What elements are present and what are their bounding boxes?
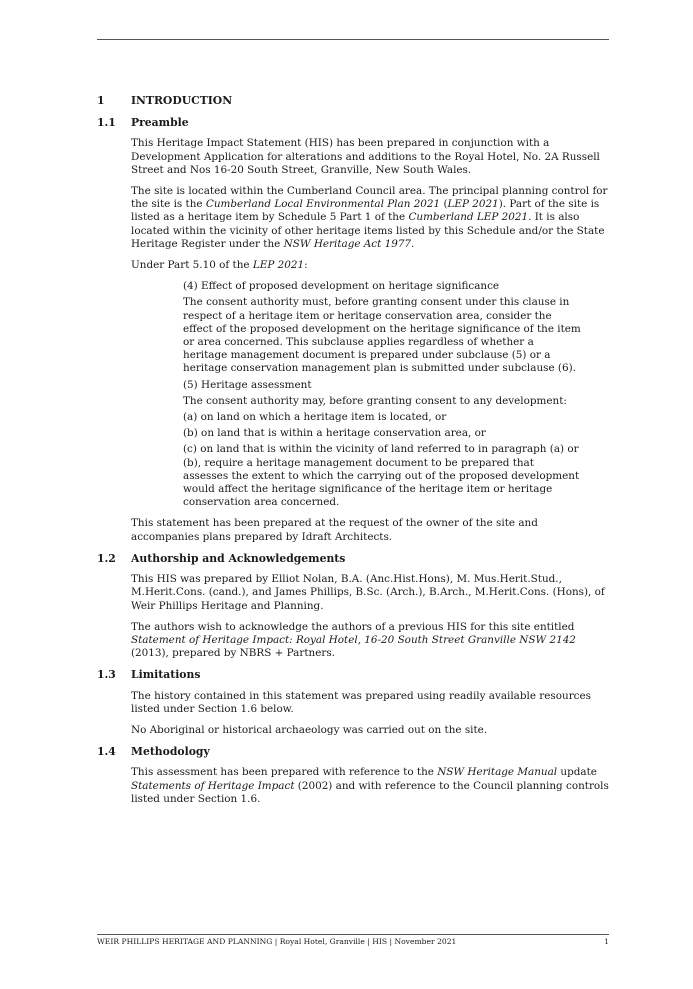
page-number: 1 [604,937,609,946]
section-body-1-3 [131,690,609,738]
section-number: 1.4 [97,745,116,759]
legislation-quote [183,280,581,509]
section-title: INTRODUCTION [131,94,233,107]
header-rule [97,39,609,40]
section-heading-1 [97,94,609,107]
paragraph: This assessment has been prepared with reference to the NSW Heritage Manual update Statements of Heritage Impact (2002) and with reference to the Council planning controls listed under Section 1.6. [131,766,609,805]
section-body-1-4 [131,766,609,806]
footer-rule [97,934,609,935]
section-heading-1-2 [97,552,609,565]
paragraph: No Aboriginal or historical archaeology was carried out on the site. [131,723,488,736]
section-title: Limitations [131,668,201,682]
section-body-1-2 [131,573,609,660]
quote-line: (c) on land that is within the vicinity of land referred to in paragraph (a) or (b), require a heritage management document to be prepared that assesses the extent to which the carrying out of the proposed development would affect the heritage significance of the heritage item or heritage conservation area concerned. [183,443,580,509]
quote-line: (5) Heritage assessment [183,378,312,391]
section-number: 1.3 [97,668,116,682]
quote-line: The consent authority must, before granting consent under this clause in respect of a heritage item or heritage conservation area, consider the effect of the proposed development on the heritage significance of the item or area concerned. This subclause applies regardless of whether a heritage management document is prepared under subclause (5) or a heritage conservation management plan is submitted under subclause (6). [183,296,581,375]
section-title: Authorship and Acknowledgements [131,551,346,565]
quote-line: The consent authority may, before granting consent to any development: [183,394,567,407]
paragraph: The history contained in this statement was prepared using readily available resources listed under Section 1.6 below. [131,689,591,715]
page-content [97,94,609,814]
section-heading-1-4 [97,745,609,758]
paragraph: This HIS was prepared by Elliot Nolan, B.A. (Anc.Hist.Hons), M. Mus.Herit.Stud., M.Herit.Cons. (cand.), and James Phillips, B.Sc. (Arch.), B.Arch., M.Herit.Cons. (Hons), of Weir Phillips Heritage and Planning. [131,573,605,612]
section-title: Preamble [131,116,189,130]
quote-line: (a) on land on which a heritage item is located, or [183,411,447,424]
section-body-1-1-cont [131,517,609,543]
paragraph: Under Part 5.10 of the LEP 2021: [131,259,308,272]
section-number: 1 [97,94,105,107]
footer-text: WEIR PHILLIPS HERITAGE AND PLANNING | Royal Hotel, Granville | HIS | November 2021 [97,937,457,946]
section-title: Methodology [131,745,210,759]
paragraph: This Heritage Impact Statement (HIS) has been prepared in conjunction with a Development Application for alterations and additions to the Royal Hotel, No. 2A Russell Street and Nos 16-20 South Street, Granville, New South Wales. [131,137,600,176]
paragraph: The site is located within the Cumberland Council area. The principal planning control for the site is the Cumberland Local Environmental Plan 2021 (LEP 2021). Part of the site is listed as a heritage item by Schedule 5 Part 1 of the Cumberland LEP 2021. It is also located within the vicinity of other heritage items listed by this Schedule and/or the State Heritage Register under the NSW Heritage Act 1977. [131,185,608,250]
section-number: 1.2 [97,551,116,565]
section-number: 1.1 [97,116,116,130]
section-heading-1-3 [97,668,609,681]
page-footer [97,937,609,947]
quote-line: (b) on land that is within a heritage conservation area, or [183,427,486,440]
paragraph: This statement has been prepared at the request of the owner of the site and accompanies plans prepared by Idraft Architects. [131,517,538,543]
paragraph: The authors wish to acknowledge the authors of a previous HIS for this site entitled Statement of Heritage Impact: Royal Hotel, 16-20 South Street Granville NSW 2142 (2013), prepared by NBRS + Partners. [131,620,576,660]
section-body-1-1 [131,137,609,272]
section-heading-1-1 [97,116,609,129]
quote-line: (4) Effect of proposed development on heritage significance [183,280,500,293]
